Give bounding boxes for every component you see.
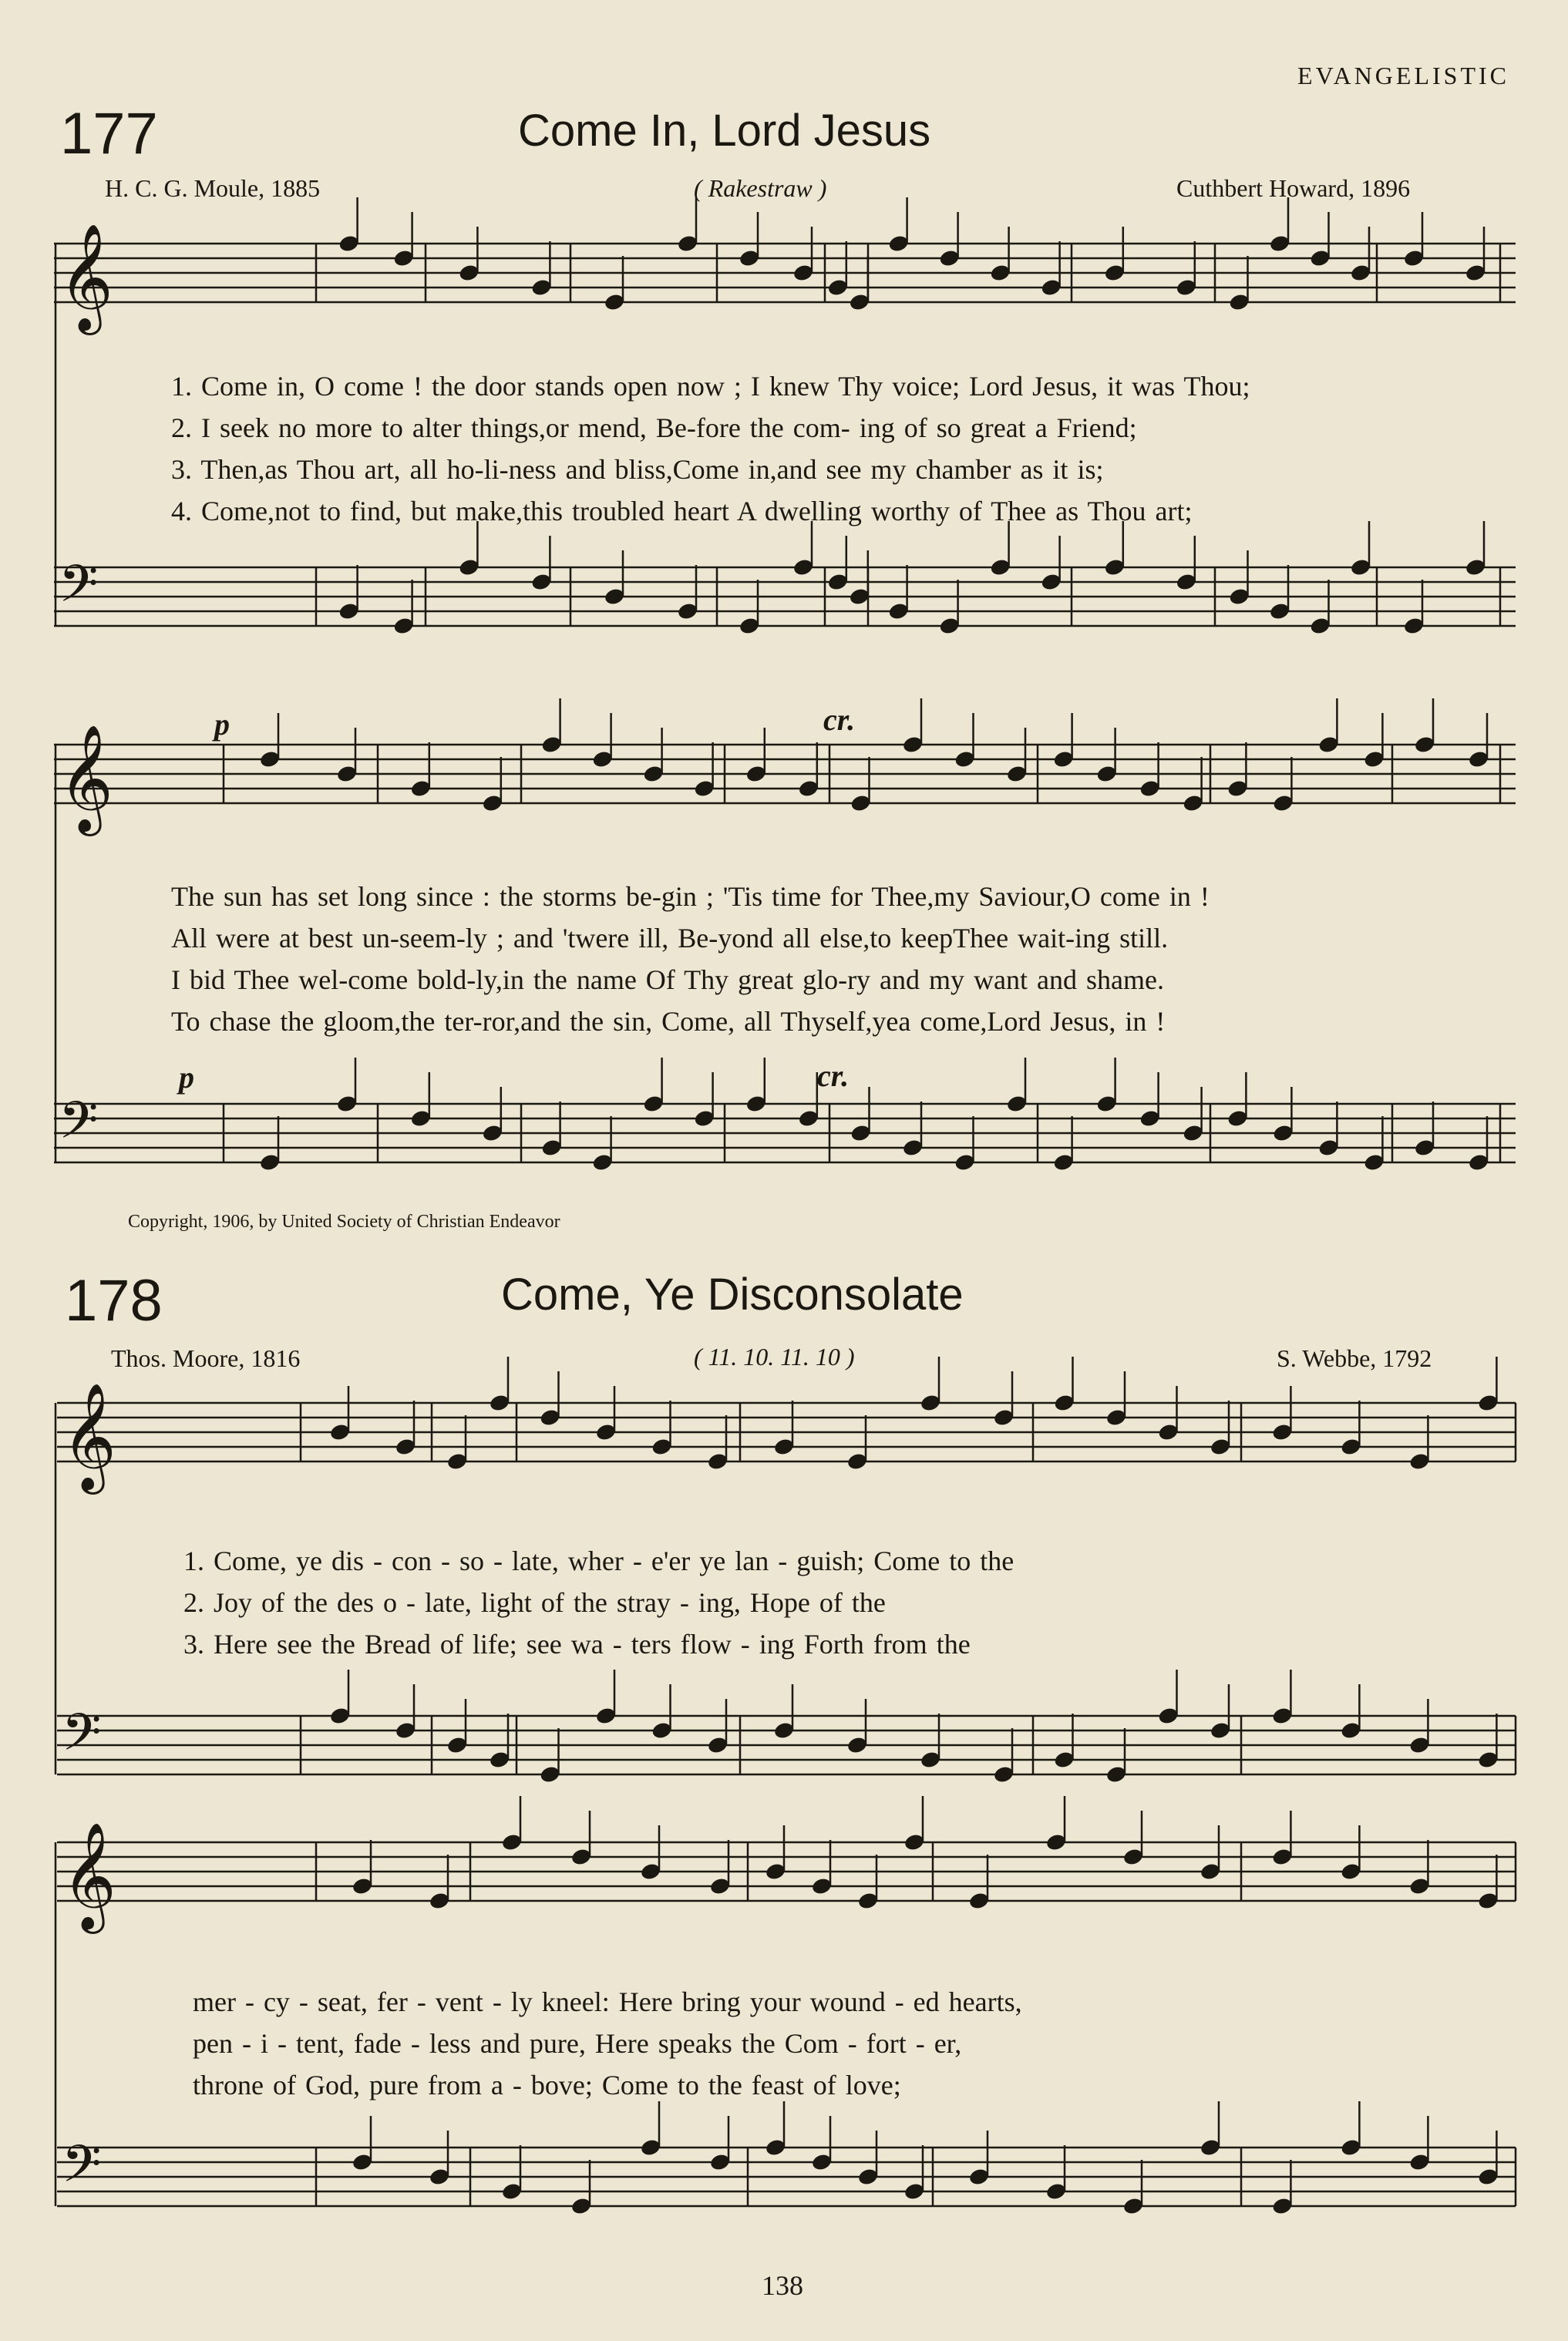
hymn-composer: Cuthbert Howard, 1896 [1176,174,1411,202]
hymn-number: 178 [65,1268,163,1334]
verse-line: 2. Joy of the des o - late, light of the stray - ing, Hope of the [183,1587,886,1618]
treble-clef-icon: 𝄞 [59,725,113,832]
section-tag: EVANGELISTIC [1297,62,1509,89]
bass-clef-icon: 𝄢 [62,2134,102,2206]
verse-line: pen - i - tent, fade - less and pure, Here speaks the Com - fort - er, [193,2028,962,2059]
bass-clef-icon: 𝄢 [59,1091,99,1162]
verse-line: throne of God, pure from a - bove; Come to the feast of love; [193,2070,901,2101]
verse-line: To chase the gloom,the ter-ror,and the sin, Come, all Thyself,yea come,Lord Jesus, in ! [171,1006,1166,1037]
hymn-title: Come, Ye Disconsolate [501,1270,964,1320]
verse-line: I bid Thee wel-come bold-ly,in the name Of Thy great glo-ry and my want and shame. [171,964,1164,995]
verse-line: 3. Here see the Bread of life; see wa - ters flow - ing Forth from the [183,1629,971,1660]
hymn-title: Come In, Lord Jesus [518,106,931,156]
hymn-number: 177 [60,101,158,166]
hymn-composer: S. Webbe, 1792 [1277,1344,1432,1372]
dynamic-crescendo: cr. [817,1058,850,1093]
verse-line: All were at best un-seem-ly ; and 'twere ill, Be-yond all else,to keepThee wait-ing still. [171,923,1169,954]
verse-line: 4. Come,not to find, but make,this troubled heart A dwelling worthy of Thee as Thou art; [171,496,1193,526]
verse-line: 2. I seek no more to alter things,or mend, Be-fore the com- ing of so great a Friend; [171,412,1137,443]
bass-clef-icon: 𝄢 [59,554,99,626]
verse-line: The sun has set long since : the storms be-gin ; 'Tis time for Thee,my Saviour,O come in ! [171,881,1210,912]
dynamic-crescendo: cr. [823,702,856,737]
hymn-tune: ( Rakestraw ) [694,174,827,202]
treble-clef-icon: 𝄞 [62,1383,116,1490]
copyright: Copyright, 1906, by United Society of Christian Endeavor [128,1212,560,1232]
page-number: 138 [762,2270,803,2301]
hymn-author: Thos. Moore, 1816 [111,1344,301,1372]
verse-line: 3. Then,as Thou art, all ho-li-ness and bliss,Come in,and see my chamber as it is; [171,454,1104,485]
bass-clef-icon: 𝄢 [62,1703,102,1774]
verse-line: mer - cy - seat, fer - vent - ly kneel: Here bring your wound - ed hearts, [193,1986,1022,2017]
hymn-author: H. C. G. Moule, 1885 [105,174,321,202]
dynamic-piano: p [214,707,230,742]
treble-clef-icon: 𝄞 [59,224,113,331]
verse-line: 1. Come in, O come ! the door stands open now ; I knew Thy voice; Lord Jesus, it was Thou; [171,371,1250,402]
dynamic-piano: p [179,1060,194,1095]
treble-clef-icon: 𝄞 [62,1822,116,1929]
verse-line: 1. Come, ye dis - con - so - late, wher - e'er ye lan - guish; Come to the [183,1546,1014,1576]
hymn-tune: ( 11. 10. 11. 10 ) [694,1343,855,1371]
